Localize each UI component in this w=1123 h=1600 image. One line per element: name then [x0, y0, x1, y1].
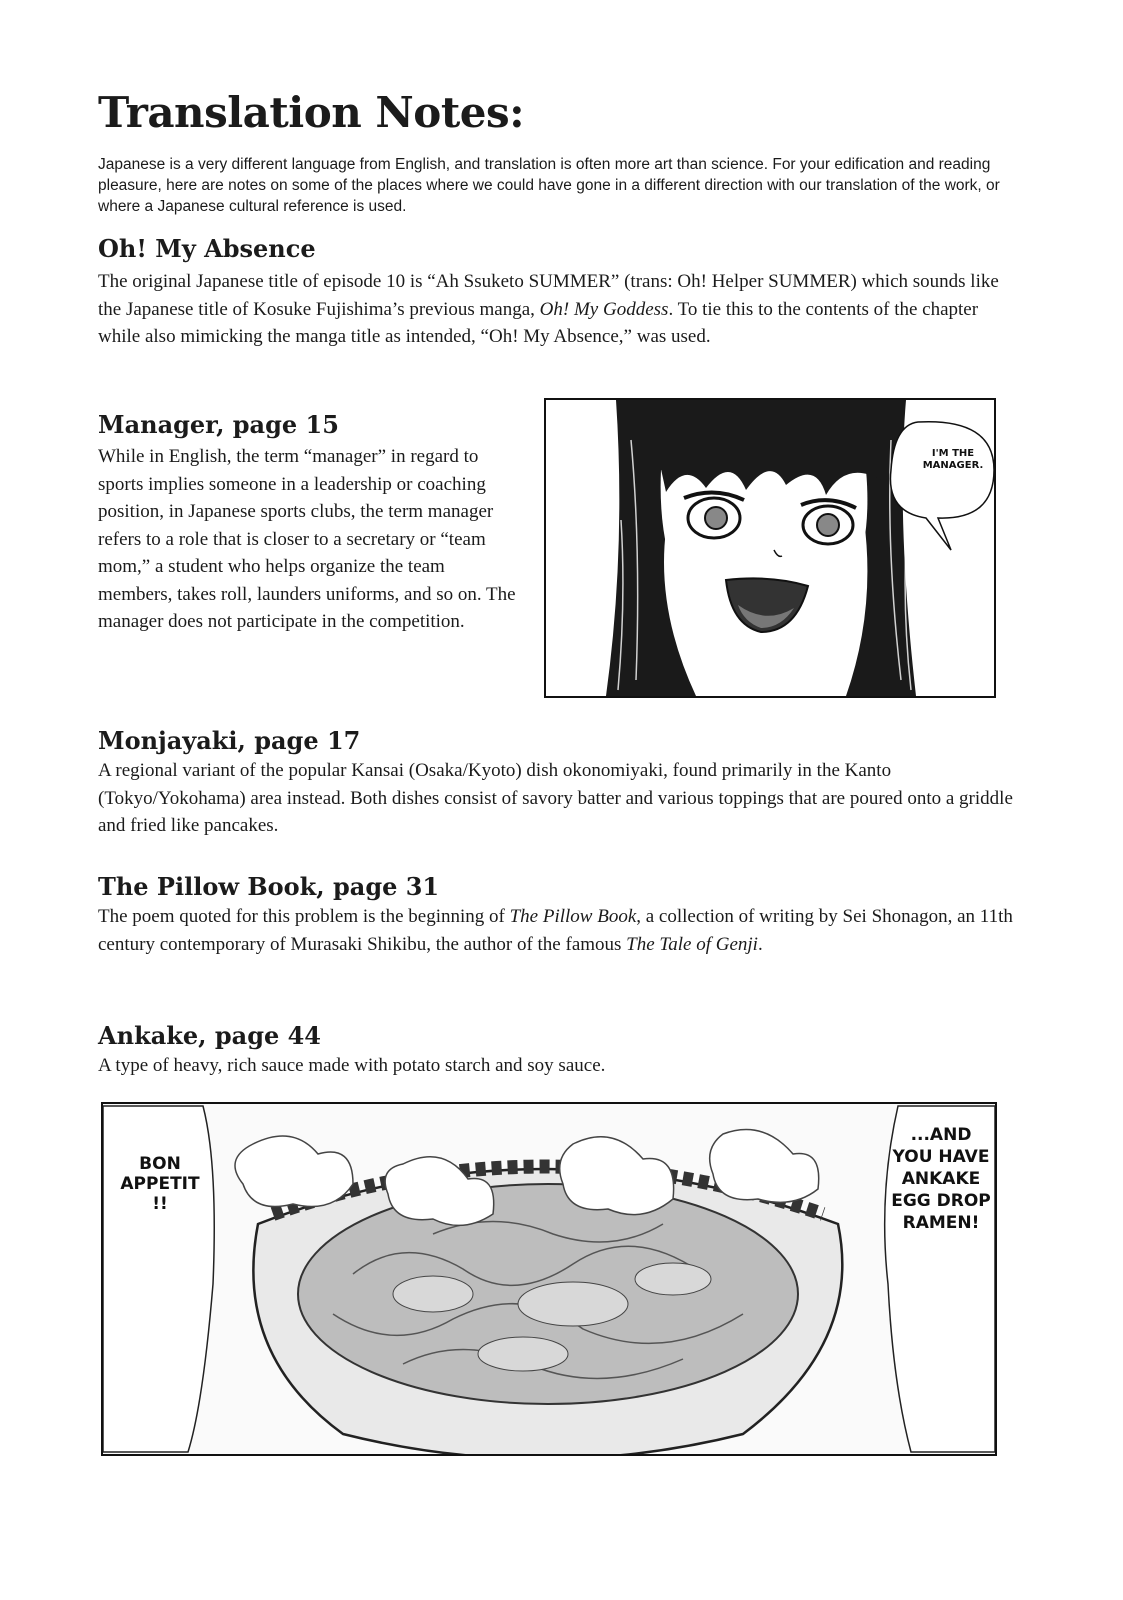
- note-heading-ankake: Ankake, page 44: [98, 1021, 321, 1050]
- ankake-ramen-speech-bubble: ...AND YOU HAVE ANKAKE EGG DROP RAMEN!: [891, 1125, 991, 1233]
- manager-speech-bubble: I'M THE MANAGER.: [922, 448, 984, 471]
- ramen-illustration-panel: [101, 1102, 997, 1456]
- note-body-pillow-book: The poem quoted for this problem is the beginning of The Pillow Book, a collection of writing by Sei Shonagon, an 11th century contemporary of Murasaki Shikibu, the author of the famous The Tale of Genji.: [98, 906, 1013, 955]
- intro-paragraph: Japanese is a very different language from English, and translation is often more art than science. For your edification and reading pleasure, here are notes on some of the places where we could have gone in a different direction with our translation of the work, or where a Japanese cultural reference is used.: [98, 156, 1000, 215]
- note-body-ankake: A type of heavy, rich sauce made with potato starch and soy sauce.: [98, 1055, 606, 1076]
- note-body-monjayaki: A regional variant of the popular Kansai (Osaka/Kyoto) dish okonomiyaki, found primarily in the Kanto (Tokyo/Yokohama) area instead. Both dishes consist of savory batter and various toppings that are poured onto a griddle and fried like pancakes.: [98, 760, 1013, 836]
- note-heading-oh-my-absence: Oh! My Absence: [98, 234, 316, 263]
- manager-illustration-panel: [544, 398, 996, 698]
- note-heading-monjayaki: Monjayaki, page 17: [98, 726, 361, 755]
- ramen-bowl-illustration: [103, 1104, 995, 1454]
- manager-girl-illustration: [546, 400, 994, 696]
- bon-appetit-speech-bubble: BON APPETIT !!: [120, 1154, 200, 1214]
- note-body-manager: While in English, the term “manager” in regard to sports implies someone in a leadership or coaching position, in Japanese sports clubs, the term manager refers to a role that is closer to a secretary or “team mom,” a student who helps organize the team members, takes roll, launders uniforms, and so on. The manager does not participate in the competition.: [98, 446, 516, 632]
- page-title: Translation Notes:: [98, 88, 525, 137]
- note-heading-manager: Manager, page 15: [98, 410, 339, 439]
- note-body-oh-my-absence: The original Japanese title of episode 10 is “Ah Ssuketo SUMMER” (trans: Oh! Helper SUMMER) which sounds like the Japanese title of Kosuke Fujishima’s previous manga, Oh! My Goddess. To tie this to the contents of the chapter while also mimicking the manga title as intended, “Oh! My Absence,” was used.: [98, 271, 999, 347]
- note-heading-pillow-book: The Pillow Book, page 31: [98, 872, 440, 901]
